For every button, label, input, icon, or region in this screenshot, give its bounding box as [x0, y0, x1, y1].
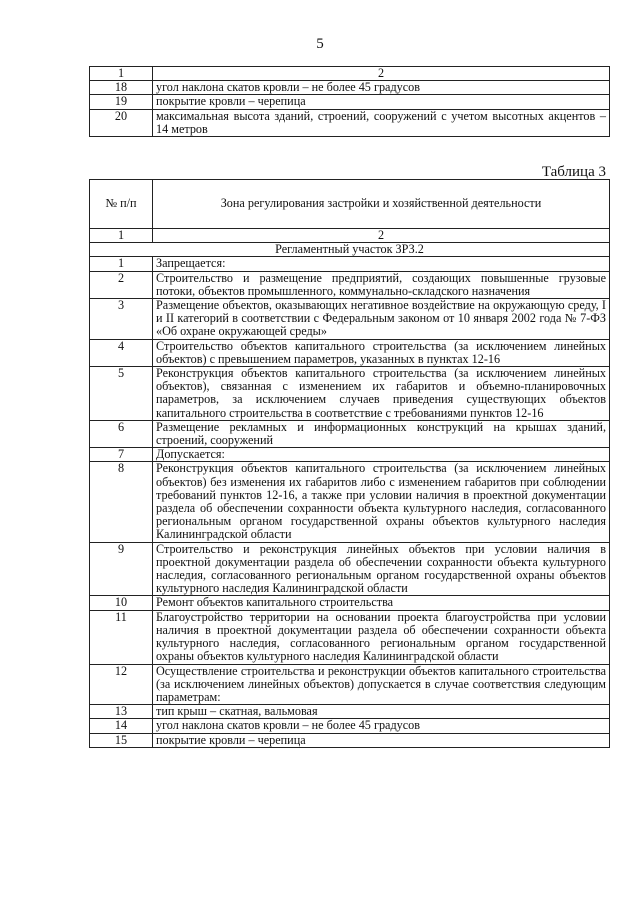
row-text: максимальная высота зданий, строений, сооружений с учетом высотных акцентов – 14 метров	[153, 109, 610, 136]
row-text: Допускается:	[153, 448, 610, 462]
row-number: 8	[90, 462, 153, 542]
row-number: 1	[90, 257, 153, 271]
row-text: покрытие кровли – черепица	[153, 95, 610, 109]
table-row	[90, 81, 610, 95]
table-row	[90, 448, 610, 462]
row-text: тип крыш – скатная, вальмовая	[153, 705, 610, 719]
row-text: Благоустройство территории на основании проекта благоустройства при условии наличия в проектной документации раздела об обеспечении сохранности объекта культурного наследия, согласованного региональным органом государственной охраны объектов культурного наследия Калининградской области	[153, 610, 610, 664]
row-text: Запрещается:	[153, 257, 610, 271]
table-row	[90, 95, 610, 109]
row-number: 10	[90, 596, 153, 610]
row-text: угол наклона скатов кровли – не более 45 градусов	[153, 719, 610, 733]
table-row	[90, 367, 610, 421]
table-caption: Таблица 3	[541, 164, 606, 180]
row-text: Строительство и размещение предприятий, создающих повышенные грузовые потоки, объектов промышленного, коммунально-складского назначения	[153, 271, 610, 298]
table-row	[90, 462, 610, 542]
column-numbers-row	[90, 229, 610, 243]
row-number: 2	[90, 271, 153, 298]
row-text: Строительство и реконструкция линейных объектов при условии наличия в проектной документации раздела об обеспечении сохранности объекта культурного наследия, согласованного региональным органом государственной охраны объектов культурного наследия Калининградской области	[153, 542, 610, 596]
header-number-cell: № п/п	[90, 180, 153, 229]
table-row	[90, 257, 610, 271]
table-header-row	[90, 180, 610, 229]
header-title-cell: Зона регулирования застройки и хозяйственной деятельности	[153, 180, 610, 229]
table-row	[90, 596, 610, 610]
table-row	[90, 542, 610, 596]
row-text: Реконструкция объектов капитального строительства (за исключением линейных объектов) без изменения их габаритов либо с изменением габаритов при соблюдении требований пунктов 12-16, а также при условии наличия в проектной документации раздела об обеспечении сохранности объекта культурного наследия, согласованного региональным органом государственной охраны объектов культурного наследия Калининградской области	[153, 462, 610, 542]
table-row	[90, 705, 610, 719]
page-number: 5	[316, 36, 324, 52]
row-number: 9	[90, 542, 153, 596]
continued-table-header-row	[90, 67, 610, 81]
table-row	[90, 339, 610, 366]
row-number: 15	[90, 733, 153, 747]
row-text: покрытие кровли – черепица	[153, 733, 610, 747]
regulations-table-body	[90, 180, 610, 748]
regulations-table	[89, 179, 610, 748]
table-row	[90, 664, 610, 705]
row-text: Размещение объектов, оказывающих негативное воздействие на окружающую среду, I и II категорий в соответствии с Федеральным законом от 10 января 2002 года № 7-ФЗ «Об охране окружающей среды»	[153, 299, 610, 340]
row-text: Реконструкция объектов капитального строительства (за исключением линейных объектов), связанная с изменением их габаритов и объемно-планировочных параметров, за исключением случаев приведения существующих объектов капитального строительства в соответствие с требованиями пунктов 12-16	[153, 367, 610, 421]
row-number: 5	[90, 367, 153, 421]
table-row	[90, 420, 610, 447]
row-number: 4	[90, 339, 153, 366]
row-number: 14	[90, 719, 153, 733]
row-text: угол наклона скатов кровли – не более 45 градусов	[153, 81, 610, 95]
row-text: Осуществление строительства и реконструкции объектов капитального строительства (за исключением линейных объектов) допускается в случае соответствия следующим параметрам:	[153, 664, 610, 705]
row-number: 12	[90, 664, 153, 705]
row-number: 13	[90, 705, 153, 719]
column-number-2: 2	[153, 229, 610, 243]
continued-table-body	[90, 67, 610, 137]
row-number: 20	[90, 109, 153, 136]
row-number: 7	[90, 448, 153, 462]
row-text: Размещение рекламных и информационных конструкций на крышах зданий, строений, сооружений	[153, 420, 610, 447]
column-number-2: 2	[153, 67, 610, 81]
table-row	[90, 719, 610, 733]
table-row	[90, 733, 610, 747]
continued-table	[89, 66, 610, 137]
table-row	[90, 299, 610, 340]
row-number: 18	[90, 81, 153, 95]
row-text: Строительство объектов капитального строительства (за исключением линейных объектов) с превышением параметров, указанных в пунктах 12-16	[153, 339, 610, 366]
row-number: 19	[90, 95, 153, 109]
table-row	[90, 610, 610, 664]
section-title: Регламентный участок ЗРЗ.2	[90, 243, 610, 257]
table-row	[90, 109, 610, 136]
row-number: 3	[90, 299, 153, 340]
table-row	[90, 271, 610, 298]
row-number: 11	[90, 610, 153, 664]
column-number-1: 1	[90, 67, 153, 81]
row-number: 6	[90, 420, 153, 447]
section-row	[90, 243, 610, 257]
column-number-1: 1	[90, 229, 153, 243]
row-text: Ремонт объектов капитального строительства	[153, 596, 610, 610]
